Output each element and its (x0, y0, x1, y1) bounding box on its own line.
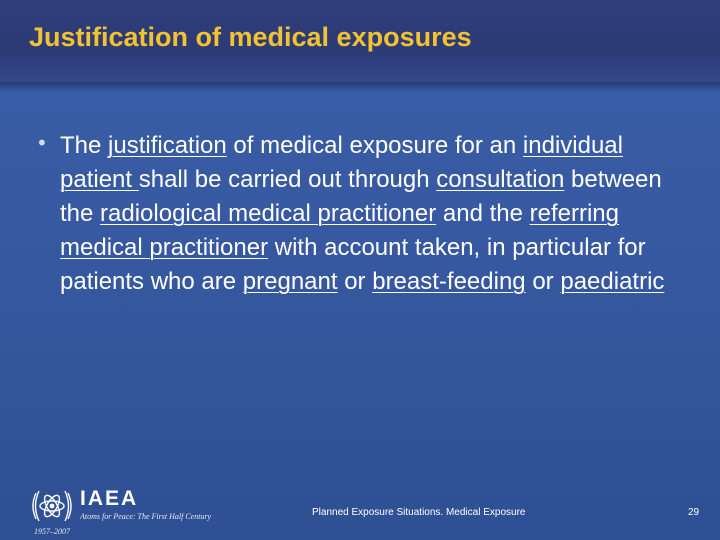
underlined-term: pregnant (242, 268, 338, 295)
bullet-list (36, 129, 696, 299)
iaea-emblem-icon (28, 485, 76, 527)
underlined-term: radiological medical practitioner (100, 200, 437, 227)
bullet-text-run: of medical exposure for an (226, 132, 523, 159)
logo-years: 1957–2007 (34, 527, 70, 536)
logo-tagline: Atoms for Peace: The First Half Century (80, 512, 212, 521)
bullet-dot-icon: • (36, 131, 48, 155)
bullet-text-run: with account taken, in particular for patients who are (60, 234, 646, 295)
slide-title: Justification of medical exposures (29, 22, 472, 52)
logo-text: IAEA (80, 487, 139, 510)
bullet-text-run: and the (436, 200, 530, 227)
bullet-text-run: The (60, 132, 109, 159)
bullet-text-run: or (337, 268, 373, 295)
underlined-term: justification (108, 132, 227, 159)
iaea-logo (28, 485, 218, 539)
bullet-text-run: between the (60, 166, 662, 227)
footer-text: Planned Exposure Situations. Medical Exposure (312, 507, 526, 518)
underlined-term: paediatric (560, 268, 665, 295)
underlined-term: individual patient (60, 132, 623, 193)
page-number: 29 (688, 507, 700, 518)
underlined-term: consultation (436, 166, 565, 193)
title-bar (0, 0, 720, 82)
bullet-text (60, 129, 696, 299)
bullet-text-run: or (525, 268, 561, 295)
underlined-term: breast-feeding (372, 268, 526, 295)
bullet-text-run: shall be carried out through (138, 166, 437, 193)
underlined-term: referring medical practitioner (60, 200, 619, 261)
